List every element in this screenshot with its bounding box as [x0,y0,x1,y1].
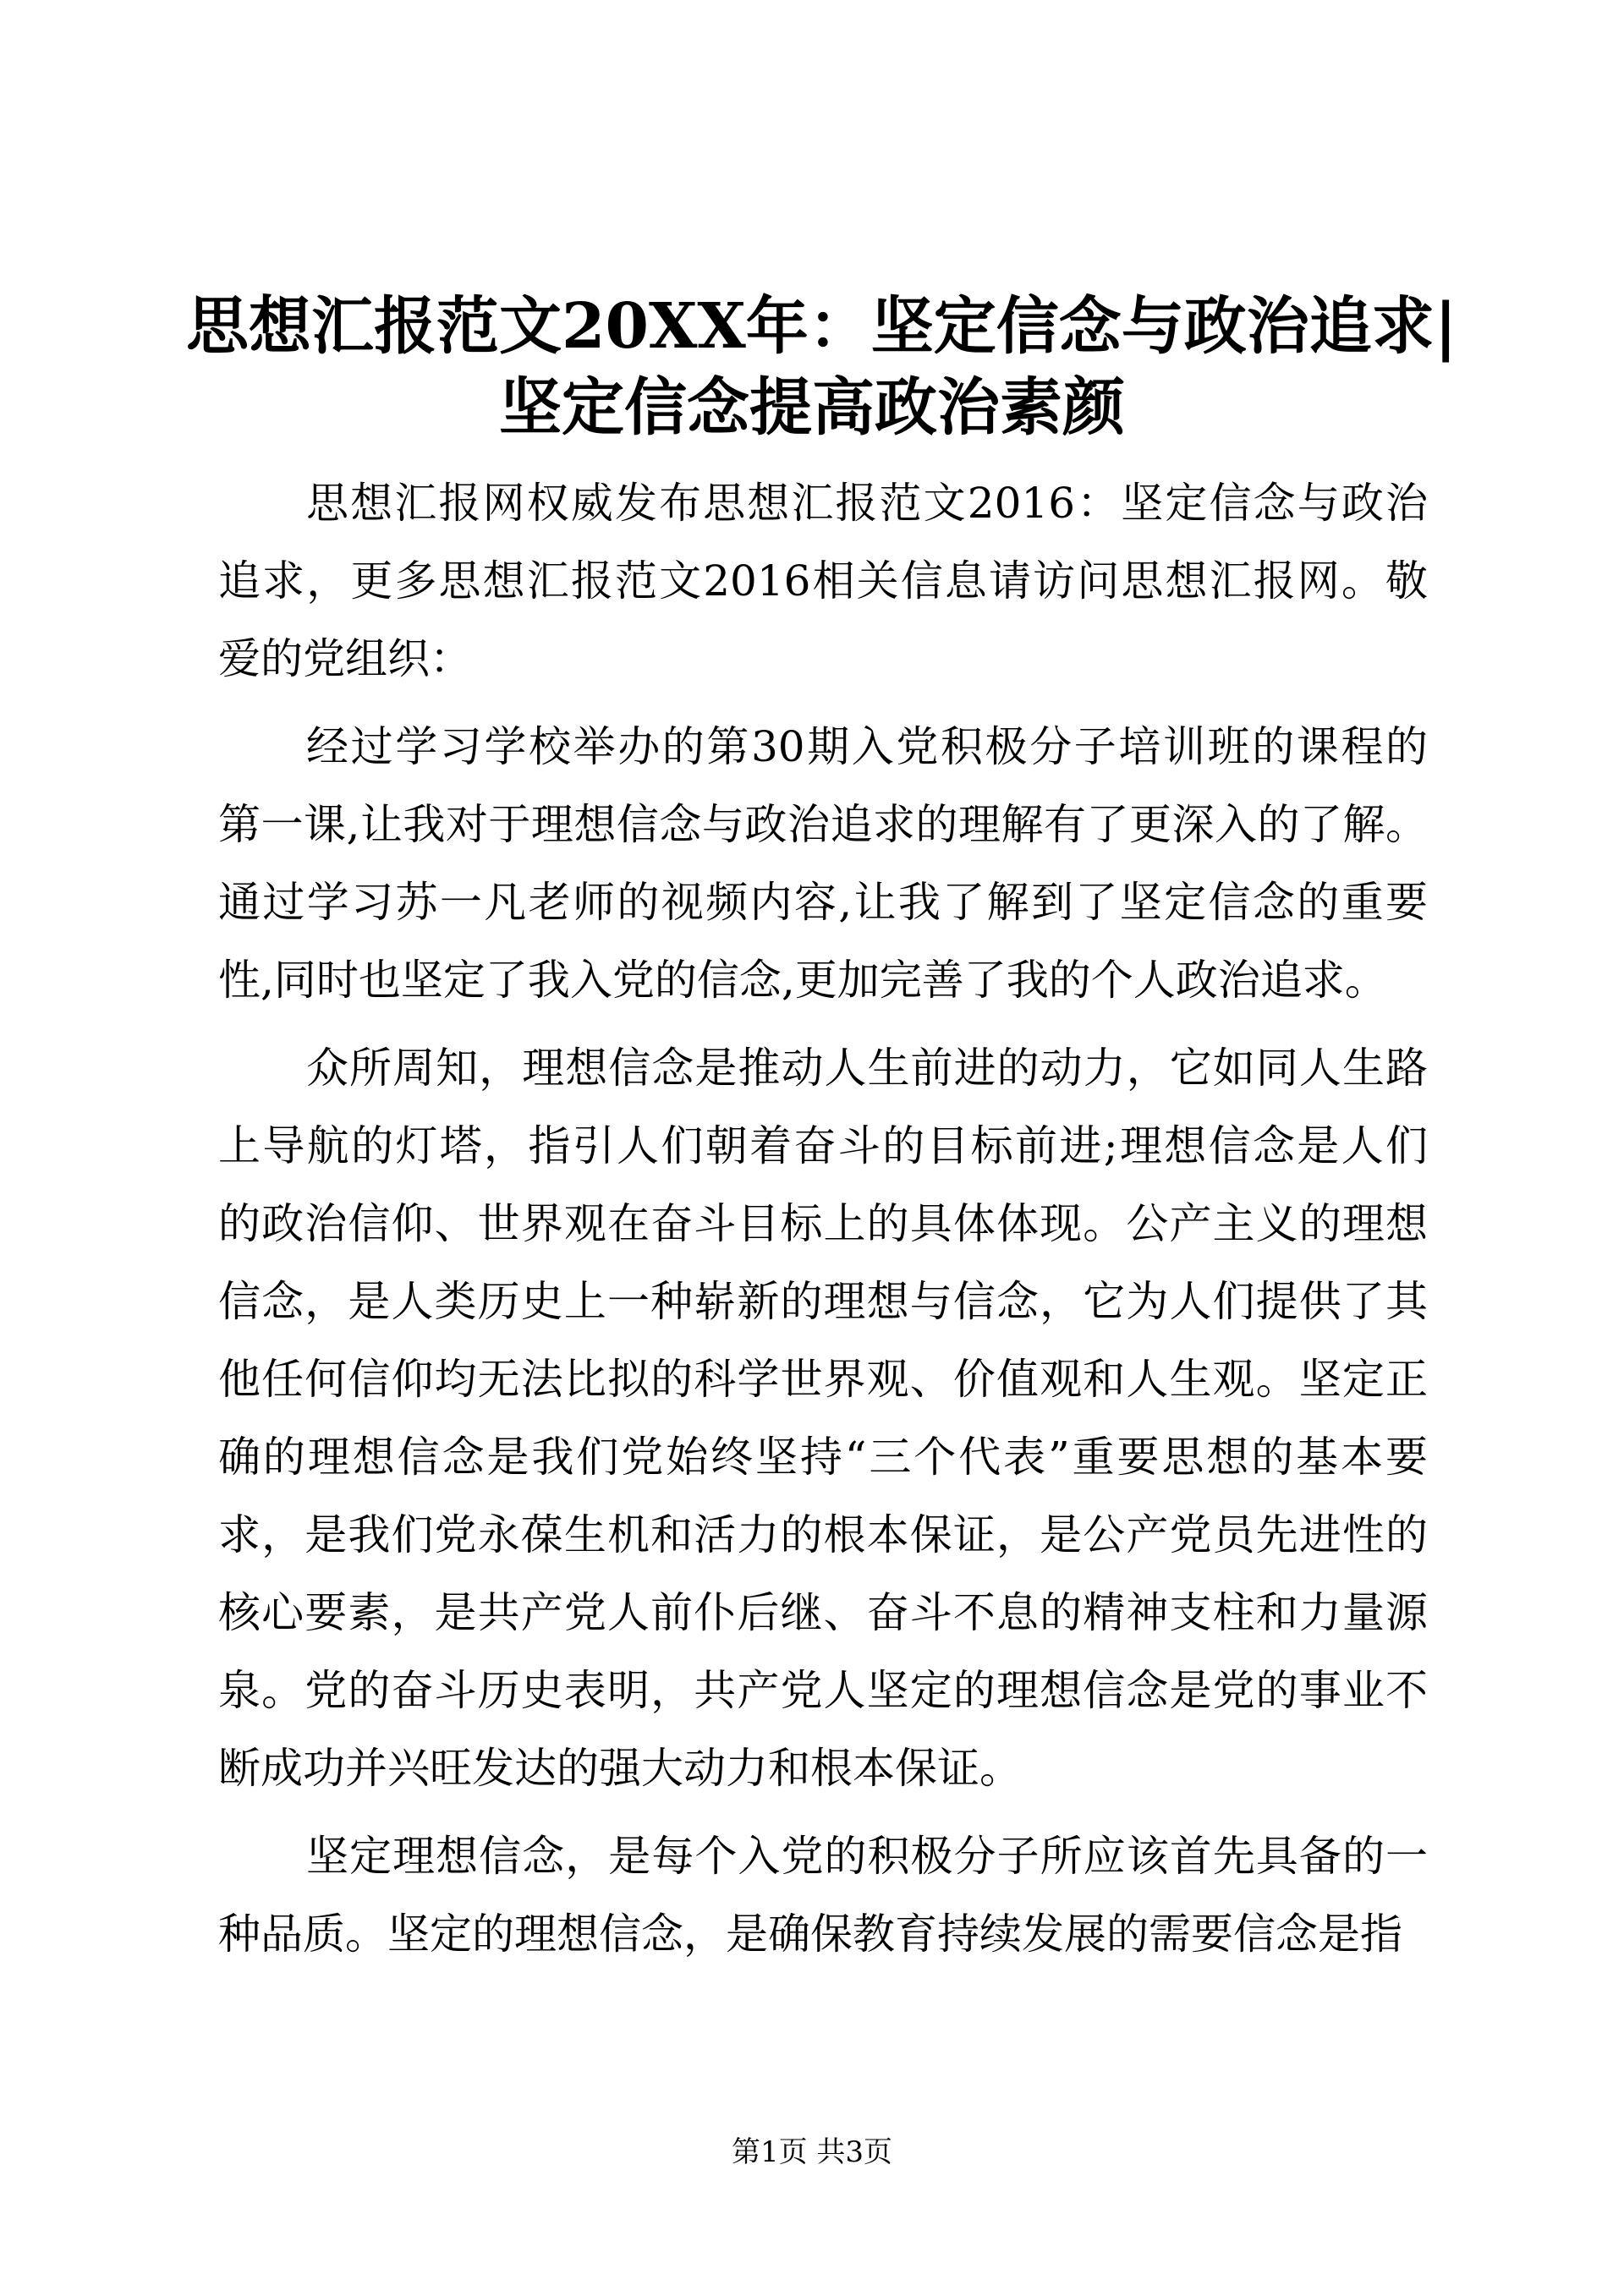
document-title [186,286,1457,448]
title-line-2: 坚定信念提高政治素颜 [499,371,1125,444]
title-line-1: 思想汇报范文20XX年：坚定信念与政治追求| [186,290,1457,363]
text-line: 通过学习苏一凡老师的视频内容,让我了解到了坚定信念的重要 [218,878,1428,927]
text-line: 思想汇报网权威发布思想汇报范文2016：坚定信念与政治 [306,479,1428,528]
text-line: 经过学习学校举办的第30期入党积极分子培训班的课程的 [306,722,1428,771]
document-body [218,464,1428,1973]
text-line: 求，是我们党永葆生机和活力的根本保证，是公产党员先进性的 [218,1510,1428,1559]
paragraph [218,464,1428,698]
text-line: 第一课,让我对于理想信念与政治追求的理解有了更深入的了解。 [218,800,1428,849]
text-line: 信念，是人类历史上一种崭新的理想与信念，它为人们提供了其 [218,1277,1428,1326]
text-line: 众所周知，理想信念是推动人生前进的动力，它如同人生路 [306,1044,1428,1093]
text-line: 泉。党的奋斗历史表明，共产党人坚定的理想信念是党的事业不 [218,1666,1428,1715]
text-line: 追求，更多思想汇报范文2016相关信息请访问思想汇报网。敬 [218,556,1428,606]
paragraph [218,1817,1428,1973]
text-line: 种品质。坚定的理想信念，是确保教育持续发展的需要信念是指 [218,1910,1402,1959]
paragraph [218,1029,1428,1807]
text-line: 上导航的灯塔，指引人们朝着奋斗的目标前进;理想信念是人们 [218,1121,1428,1170]
text-line: 坚定理想信念，是每个入党的积极分子所应该首先具备的一 [306,1832,1428,1881]
text-line: 确的理想信念是我们党始终坚持“三个代表”重要思想的基本要 [218,1433,1428,1482]
page-footer: 第1页 共3页 [731,2135,893,2169]
text-line: 的政治信仰、世界观在奋斗目标上的具体体现。公产主义的理想 [218,1199,1428,1248]
text-line: 断成功并兴旺发达的强大动力和根本保证。 [218,1744,1022,1793]
paragraph [218,708,1428,1019]
text-line: 性,同时也坚定了我入党的信念,更加完善了我的个人政治追求。 [218,956,1387,1005]
text-line: 他任何信仰均无法比拟的科学世界观、价值观和人生观。坚定正 [218,1355,1428,1404]
text-line: 核心要素，是共产党人前仆后继、奋斗不息的精神支柱和力量源 [218,1588,1428,1637]
text-line: 爱的党组织： [218,634,472,683]
